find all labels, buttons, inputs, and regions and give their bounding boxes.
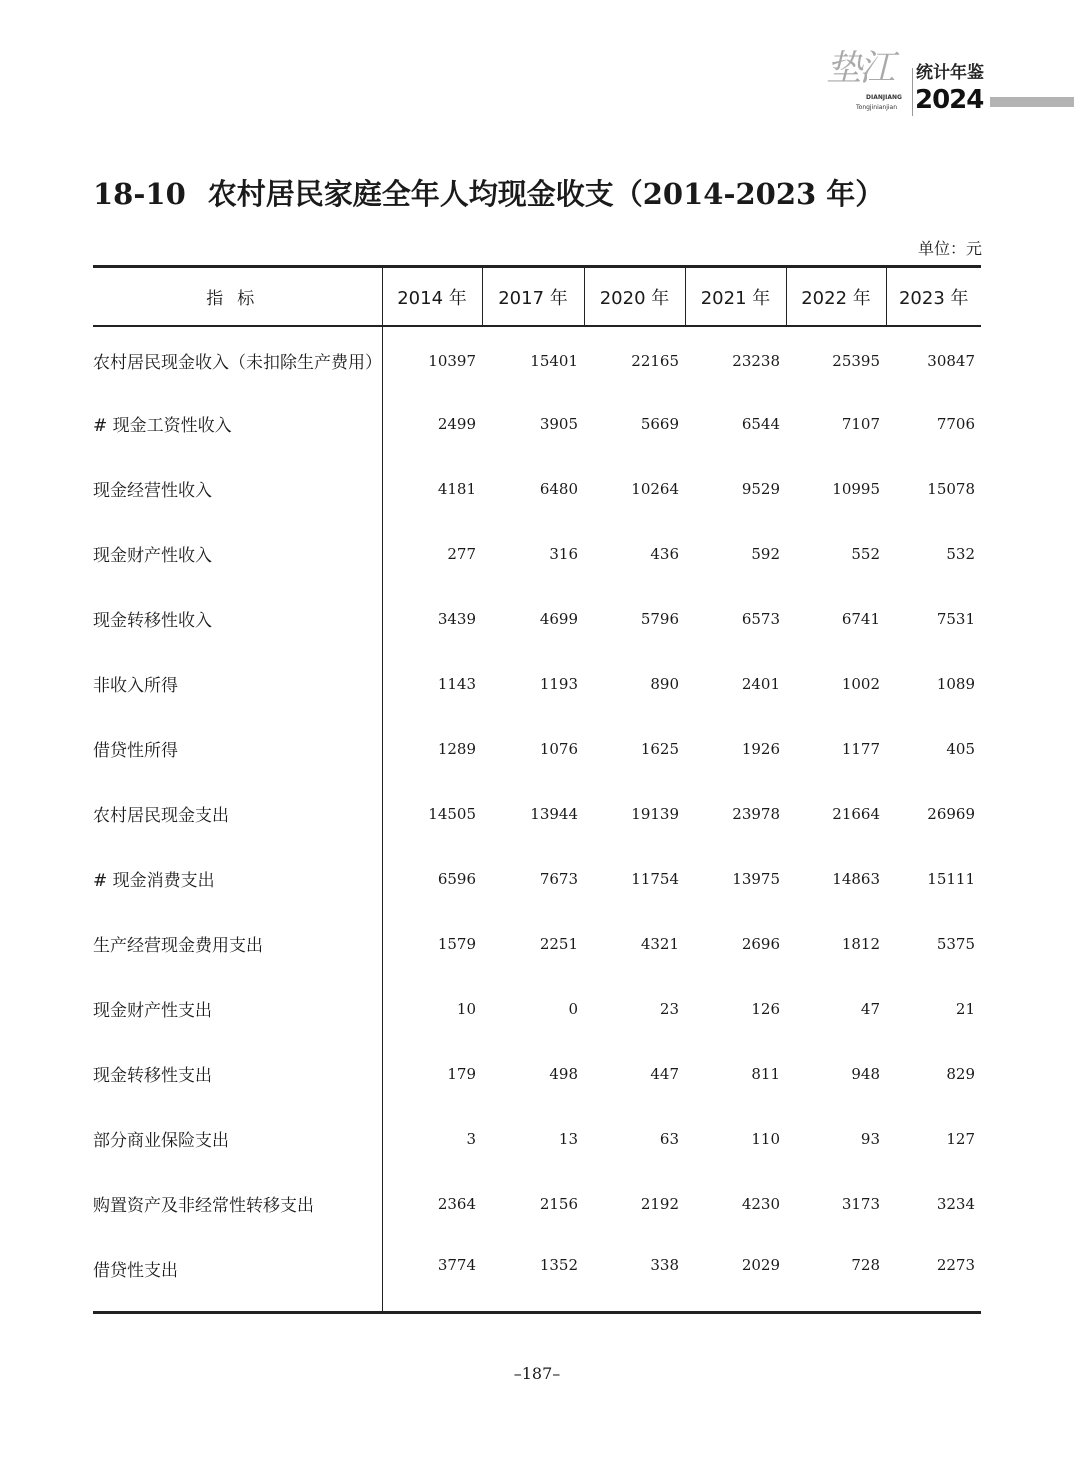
cell-value: 1625 [640,739,679,758]
row-label: 生产经营现金费用支出 [93,911,382,976]
column-header-year: 2014 年 [382,267,482,327]
yearbook-logo [826,50,1074,122]
logo-calligraphy: 垫江 [826,48,893,89]
row-label: 借贷性支出 [93,1236,382,1312]
table-row [93,391,981,456]
cell-value: 93 [860,1129,880,1148]
logo-divider [912,68,913,116]
cell-value: 0 [568,999,578,1018]
logo-pinyin-sub: Tongjinianjian [856,104,898,111]
column-header-year: 2020 年 [584,267,685,327]
cell-value: 829 [946,1064,975,1083]
row-label: 现金转移性收入 [93,586,382,651]
cell-value: 4230 [741,1194,780,1213]
cell-value: 14863 [832,869,880,888]
cell-value: 10995 [832,479,880,498]
column-header-year: 2022 年 [786,267,886,327]
cell-value: 3234 [936,1194,975,1213]
cell-value: 26969 [927,804,975,823]
cell-value: 10397 [428,351,476,370]
table-row [93,781,981,846]
table-row [93,1041,981,1106]
cell-value: 13944 [530,804,578,823]
cell-value: 2273 [936,1256,975,1274]
row-label: 部分商业保险支出 [93,1106,382,1171]
cell-value: 728 [851,1256,880,1274]
cell-value: 6596 [437,869,476,888]
row-label: 农村居民现金支出 [93,781,382,846]
cell-value: 2251 [539,934,578,953]
cell-value: 110 [751,1129,780,1148]
row-label: # 现金消费支出 [93,846,382,911]
row-label: 农村居民现金收入（未扣除生产费用） [93,326,382,391]
row-label: # 现金工资性收入 [93,391,382,456]
cell-value: 5669 [640,414,679,433]
cell-value: 3173 [841,1194,880,1213]
logo-title: 统计年鉴 [916,63,984,83]
column-header-year: 2021 年 [685,267,786,327]
cell-value: 277 [447,544,476,563]
cell-value: 1926 [741,739,780,758]
cell-value: 179 [447,1064,476,1083]
table-header-row [93,267,981,327]
cell-value: 23238 [732,351,780,370]
cell-value: 7706 [936,414,975,433]
cell-value: 316 [549,544,578,563]
cell-value: 15111 [927,869,975,888]
page-number: –187– [513,1364,561,1383]
table-row [93,521,981,586]
cell-value: 7673 [539,869,578,888]
row-label: 现金财产性收入 [93,521,382,586]
cell-value: 14505 [428,804,476,823]
cell-value: 1289 [437,739,476,758]
cell-value: 3439 [437,609,476,628]
cell-value: 338 [650,1256,679,1274]
cell-value: 1177 [841,739,880,758]
cell-value: 3 [466,1129,476,1148]
table-title: 农村居民家庭全年人均现金收支（2014-2023 年） [207,177,885,211]
table-row [93,846,981,911]
cell-value: 811 [751,1064,780,1083]
cell-value: 25395 [832,351,880,370]
cell-value: 47 [860,999,880,1018]
cell-value: 127 [946,1129,975,1148]
cell-value: 2696 [741,934,780,953]
cell-value: 5375 [936,934,975,953]
cell-value: 2192 [640,1194,679,1213]
header-bar [990,97,1074,107]
cell-value: 4181 [437,479,476,498]
cell-value: 15401 [530,351,578,370]
cell-value: 1076 [539,739,578,758]
cell-value: 6480 [539,479,578,498]
cell-value: 13 [558,1129,578,1148]
cell-value: 2499 [437,414,476,433]
table-row [93,1236,981,1312]
cell-value: 4321 [640,934,679,953]
cell-value: 2364 [437,1194,476,1213]
cell-value: 447 [650,1064,679,1083]
column-header-year: 2017 年 [482,267,584,327]
cell-value: 11754 [631,869,679,888]
cell-value: 10264 [631,479,679,498]
cell-value: 1002 [841,674,880,693]
cell-value: 2401 [741,674,780,693]
logo-pinyin: DIANJIANG [866,94,902,101]
cell-value: 592 [751,544,780,563]
cell-value: 532 [946,544,975,563]
table-row [93,911,981,976]
cell-value: 1193 [539,674,578,693]
cell-value: 5796 [640,609,679,628]
row-label: 购置资产及非经常性转移支出 [93,1171,382,1236]
cell-value: 4699 [539,609,578,628]
cell-value: 30847 [927,351,975,370]
table-row [93,651,981,716]
cell-value: 22165 [631,351,679,370]
cell-value: 10 [456,999,476,1018]
cell-value: 890 [650,674,679,693]
data-table [93,265,981,1314]
cell-value: 6741 [841,609,880,628]
row-label: 非收入所得 [93,651,382,716]
cell-value: 3774 [437,1256,476,1274]
table-row [93,586,981,651]
table-row [93,326,981,391]
column-header-year: 2023 年 [886,267,981,327]
table-number: 18-10 [93,177,186,211]
cell-value: 6544 [741,414,780,433]
table-row [93,1171,981,1236]
cell-value: 7531 [936,609,975,628]
cell-value: 1352 [539,1256,578,1274]
row-label: 现金财产性支出 [93,976,382,1041]
cell-value: 21 [955,999,975,1018]
cell-value: 6573 [741,609,780,628]
cell-value: 23978 [732,804,780,823]
cell-value: 1089 [936,674,975,693]
cell-value: 9529 [741,479,780,498]
row-label: 现金转移性支出 [93,1041,382,1106]
cell-value: 436 [650,544,679,563]
cell-value: 948 [851,1064,880,1083]
row-label: 借贷性所得 [93,716,382,781]
unit-label: 单位：元 [917,239,982,258]
cell-value: 2156 [539,1194,578,1213]
row-label: 现金经营性收入 [93,456,382,521]
logo-year: 2024 [915,85,984,115]
table-row [93,716,981,781]
cell-value: 63 [659,1129,679,1148]
cell-value: 498 [549,1064,578,1083]
cell-value: 19139 [631,804,679,823]
table-row [93,976,981,1041]
cell-value: 23 [659,999,679,1018]
cell-value: 126 [751,999,780,1018]
cell-value: 1579 [437,934,476,953]
cell-value: 1812 [841,934,880,953]
table-row [93,456,981,521]
table-row [93,1106,981,1171]
page-title [93,172,884,213]
cell-value: 13975 [732,869,780,888]
cell-value: 15078 [927,479,975,498]
cell-value: 7107 [841,414,880,433]
cell-value: 21664 [832,804,880,823]
cell-value: 405 [946,739,975,758]
cell-value: 552 [851,544,880,563]
cell-value: 2029 [741,1256,780,1274]
cell-value: 3905 [539,414,578,433]
cell-value: 1143 [437,674,476,693]
column-header-indicator: 指标 [206,289,269,309]
